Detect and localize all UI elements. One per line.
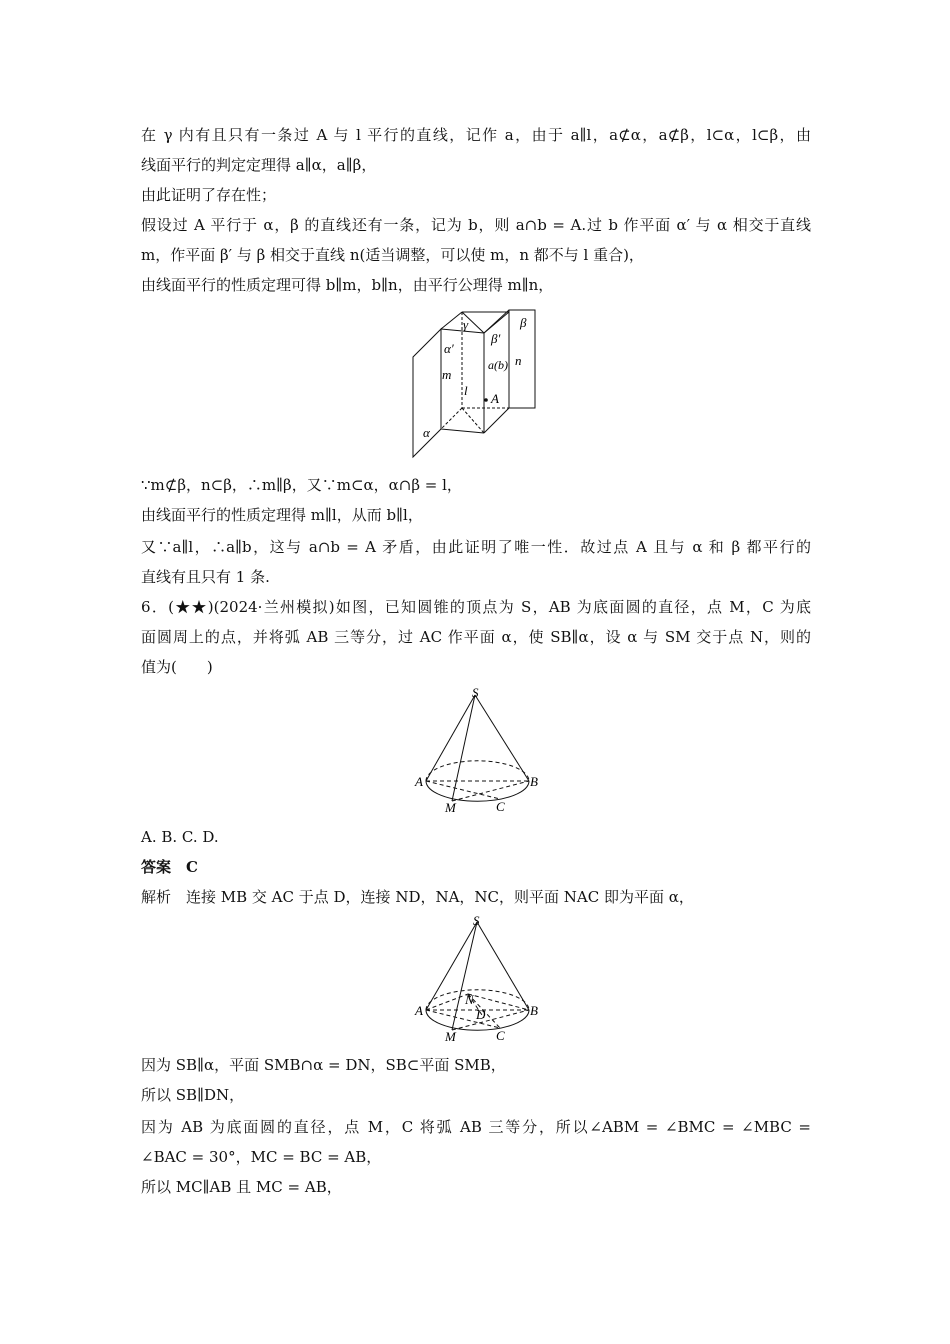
text-line: 由线面平行的性质定理可得 b∥m，b∥n，由平行公理得 m∥n， [141, 276, 554, 294]
label-M: M [445, 1029, 456, 1044]
question-stem: 6．(★★)(2024·兰州模拟)如图，已知圆锥的顶点为 S，AB 为底面圆的直径，点 M，C 为底 [141, 598, 811, 616]
label-M: M [445, 800, 456, 815]
label-C: C [496, 799, 505, 814]
label-alpha-prime: α′ [444, 341, 454, 356]
text-line: 所以 SB∥DN， [141, 1086, 245, 1104]
label-a-b: a(b) [488, 358, 508, 372]
label-gamma: γ [463, 317, 469, 332]
text-line: 在 γ 内有且只有一条过 A 与 l 平行的直线，记作 a，由于 a∥l，a⊄α，a⊄β，l⊂α，l⊂β，由 [141, 126, 811, 144]
text-line: 所以 MC∥AB 且 MC = AB， [141, 1178, 342, 1196]
text-line: 因为 AB 为底面圆的直径，点 M，C 将弧 AB 三等分，所以∠ABM = ∠BMC = ∠MBC = [141, 1118, 811, 1136]
label-S: S [473, 913, 480, 928]
cone-figure [412, 685, 542, 815]
label-D: D [476, 1007, 486, 1022]
text-line: 假设过 A 平行于 α，β 的直线还有一条，记为 b，则 a∩b = A.过 b 作平面 α′ 与 α 相交于直线 [141, 216, 811, 234]
text-line: 又∵a∥l，∴a∥b，这与 a∩b = A 矛盾，由此证明了唯一性．故过点 A 且与 α 和 β 都平行的 [141, 538, 811, 556]
label-m: m [442, 367, 452, 382]
text-line: 由此证明了存在性； [141, 186, 277, 204]
text-line: 直线有且只有 1 条. [141, 568, 270, 586]
planes-figure [405, 305, 545, 460]
label-A: A [491, 391, 499, 406]
text-line: 因为 SB∥α，平面 SMB∩α = DN，SB⊂平面 SMB， [141, 1056, 506, 1074]
label-beta: β [520, 315, 527, 330]
label-C: C [496, 1028, 505, 1043]
text-line: ∠BAC = 30°，MC = BC = AB， [141, 1148, 382, 1166]
answer-text: 答案 C [141, 858, 198, 876]
label-N: N [465, 992, 474, 1007]
text-line: m，作平面 β′ 与 β 相交于直线 n(适当调整，可以使 m，n 都不与 l 重合)， [141, 246, 644, 264]
label-beta-prime: β′ [491, 331, 501, 346]
answer-options: A. B. C. D. [141, 828, 219, 846]
label-A: A [415, 774, 423, 789]
label-B: B [530, 1003, 538, 1018]
analysis: 解析 连接 MB 交 AC 于点 D，连接 ND，NA，NC，则平面 NAC 即为平面 α， [141, 888, 694, 906]
cone-section-figure [412, 912, 542, 1047]
label-B: B [530, 774, 538, 789]
label-alpha: α [423, 425, 430, 440]
text-line: 线面平行的判定定理得 a∥α，a∥β， [141, 156, 377, 174]
text-line: 由线面平行的性质定理得 m∥l，从而 b∥l， [141, 506, 423, 524]
label-S: S [472, 685, 479, 700]
label-A: A [415, 1003, 423, 1018]
label-l: l [464, 383, 468, 398]
question-stem: 面圆周上的点，并将弧 AB 三等分，过 AC 作平面 α，使 SB∥α，设 α 与 SM 交于点 N，则的 [141, 628, 811, 646]
question-stem: 值为( ) [141, 658, 213, 676]
text-line: ∵m⊄β，n⊂β，∴m∥β，又∵m⊂α，α∩β = l， [141, 476, 462, 494]
answer [141, 857, 811, 877]
label-n: n [515, 353, 522, 368]
